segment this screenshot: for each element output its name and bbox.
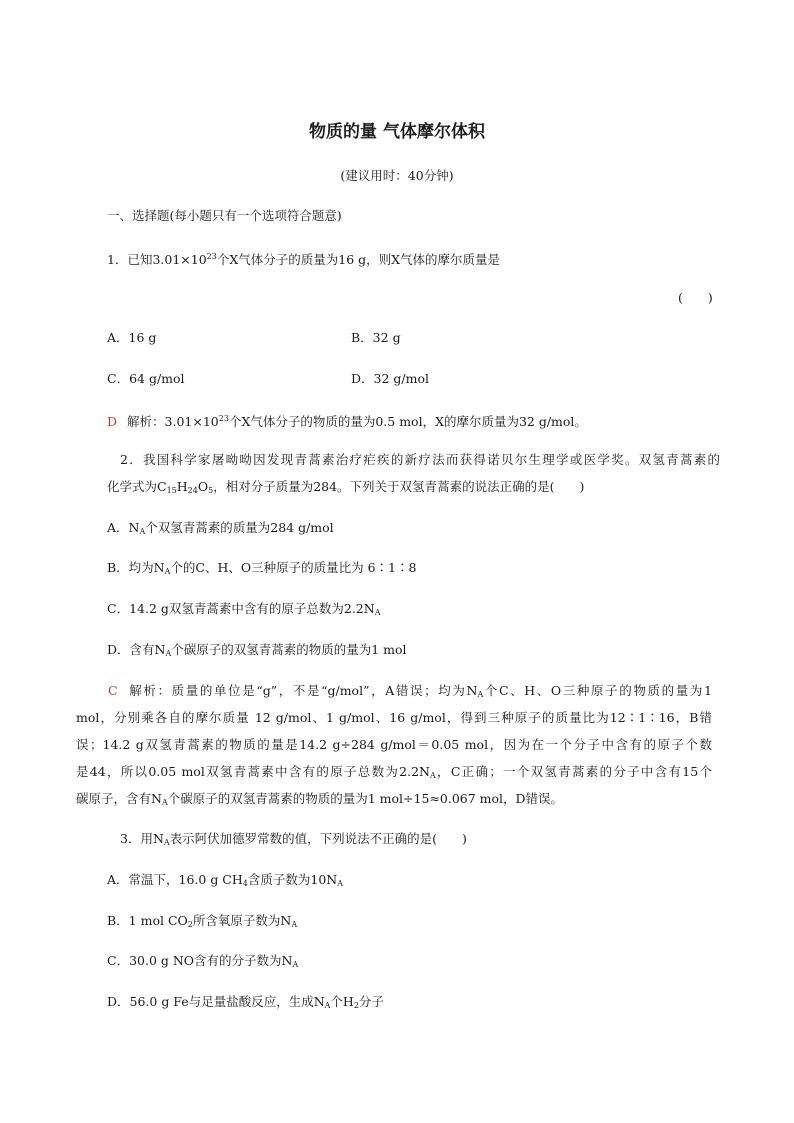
question-2-stem-line1: 2．我国科学家屠呦呦因发现青蒿素治疗疟疾的新疗法而获得诺贝尔生理学或医学奖。双氢青蒿素的	[120, 452, 720, 467]
q3-option-a: A．常温下，16.0 g $CH_4$含质子数为$10N_A$	[107, 872, 343, 888]
time-hint: (建议用时：40分钟)	[340, 168, 454, 183]
q2-option-c: C．14.2 g双氢青蒿素中含有的原子总数为$2.2N_A$	[107, 601, 381, 617]
q1-answer: D	[107, 414, 118, 429]
question-3-stem: 3．用$N_A$表示阿伏加德罗常数的值，下列说法不正确的是( )	[120, 831, 467, 847]
q1-explanation: D 解析：$3.01\times 10^{23}$个X气体分子的物质的量为0.5 mol，X的摩尔质量为32 g/mol。	[107, 414, 587, 429]
q3-option-d: D．56.0 g Fe与足量盐酸反应，生成$N_A$个$H_2$分子	[107, 994, 384, 1010]
page-title: 物质的量 气体摩尔体积	[309, 122, 485, 142]
q2-option-b: B．均为$N_A$个的C、H、O三种原子的质量比为 6∶1∶8	[107, 560, 417, 576]
q1-option-d: D．32 g/mol	[351, 371, 429, 386]
q1-option-c: C．64 g/mol	[107, 371, 185, 386]
q2-explanation-line1: C 解析：质量的单位是“g”，不是“g/mol”，A错误；均为$N_A$个C、H、O三种原子的物质的量为1	[108, 683, 712, 699]
answer-blank: ( )	[678, 290, 713, 305]
q2-option-d: D．含有$N_A$个碳原子的双氢青蒿素的物质的量为1 mol	[107, 642, 407, 658]
section-heading: 一、选择题(每小题只有一个选项符合题意)	[107, 208, 342, 223]
q2-explanation-line5: 碳原子，含有$N_A$个碳原子的双氢青蒿素的物质的量为1 mol÷15≈0.067 mol，D错误。	[76, 791, 564, 807]
q2-explanation-line4: 是44，所以0.05 mol双氢青蒿素中含有的原子总数为$2.2N_A$，C正确；一个双氢青蒿素的分子中含有15个	[76, 764, 712, 780]
question-1-stem: 1．已知$3.01\times 10^{23}$个X气体分子的质量为16 g，则X气体的摩尔质量是	[107, 252, 501, 267]
question-2-stem-line2: 化学式为$C_{15}H_{24}O_5$，相对分子质量为284。下列关于双氢青蒿素的说法正确的是( )	[107, 479, 585, 495]
q2-explanation-line3: 误；14.2 g双氢青蒿素的物质的量是14.2 g÷284 g/mol＝0.05 mol，因为在一个分子中含有的原子个数	[76, 737, 712, 752]
q2-answer: C	[108, 683, 118, 698]
q2-option-a: A．$N_A$个双氢青蒿素的质量为284 g/mol	[107, 520, 334, 536]
q2-explanation-line2: mol，分别乘各自的摩尔质量 12 g/mol、1 g/mol、16 g/mol，得到三种原子的质量比为12∶1∶16，B错	[76, 710, 712, 725]
q3-option-b: B．1 mol $CO_2$所含氧原子数为$N_A$	[107, 913, 298, 929]
q1-option-a: A．16 g	[107, 330, 157, 345]
q3-option-c: C．30.0 g NO含有的分子数为$N_A$	[107, 953, 299, 969]
q1-option-b: B．32 g	[351, 330, 401, 345]
